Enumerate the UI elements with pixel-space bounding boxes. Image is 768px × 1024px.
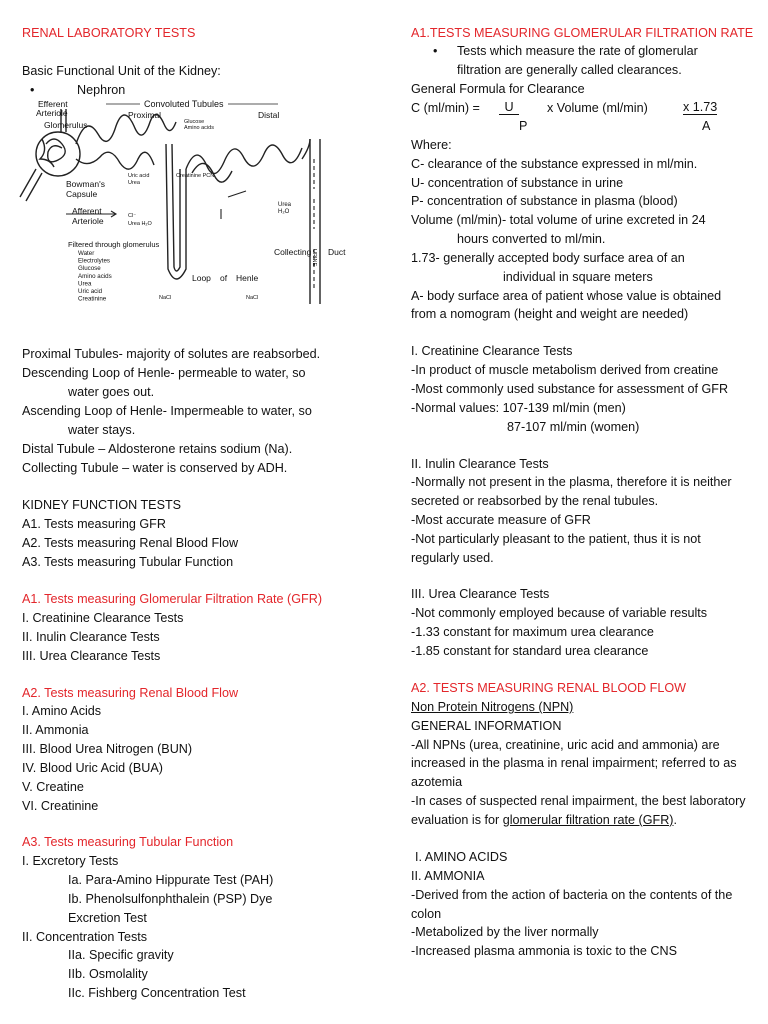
diagram-label: Capsule: [66, 189, 98, 199]
bullet-dot: •: [433, 44, 438, 58]
diagram-label: H₂O: [278, 209, 290, 215]
filtered-item-label: Amino acids: [78, 272, 112, 280]
text-line: Collecting Tubule – water is conserved by ADH.: [22, 461, 288, 475]
text-line: 1.73- generally accepted body surface area of an: [411, 251, 685, 265]
formula-volume: x Volume (ml/min): [547, 101, 648, 115]
list-item: VI. Creatinine: [22, 799, 99, 813]
diagram-label: Filtered through glomerulus: [68, 240, 160, 249]
text-line: regularly used.: [411, 551, 494, 565]
diagram-label: Duct: [328, 247, 346, 257]
text-line: -In product of muscle metabolism derived from creatine: [411, 363, 719, 377]
glomerulus-shape: [46, 139, 65, 162]
formula-denominator: A: [702, 119, 711, 133]
text-line: individual in square meters: [503, 270, 653, 284]
diagram-label: Collecting: [274, 247, 312, 257]
list-item: II. Ammonia: [22, 723, 89, 737]
text-line: colon: [411, 907, 442, 921]
formula-numerator: U: [499, 100, 519, 115]
text-line: increased in the plasma in renal impairment; referred to as: [411, 756, 737, 770]
distal-tubule-shape: [186, 145, 302, 174]
text-line: Where:: [411, 138, 452, 152]
formula-lhs: C (ml/min) =: [411, 101, 480, 115]
diagram-label: Efferent: [38, 99, 68, 109]
list-item: I. Amino Acids: [22, 704, 102, 718]
text-line: -Most accurate measure of GFR: [411, 513, 591, 527]
text-line: U- concentration of substance in urine: [411, 176, 624, 190]
diagram-label: Henle: [236, 273, 259, 283]
diagram-label: Arteriole: [36, 108, 68, 118]
text-line: -Normal values: 107-139 ml/min (men): [411, 401, 626, 415]
section-heading: A1. Tests measuring Glomerular Filtration Rate (GFR): [22, 592, 323, 606]
list-item: II. Inulin Clearance Tests: [22, 630, 160, 644]
list-item: IIa. Specific gravity: [68, 948, 174, 962]
section-heading: KIDNEY FUNCTION TESTS: [22, 498, 182, 512]
list-item: I. Excretory Tests: [22, 854, 119, 868]
text-line: -Most commonly used substance for assessment of GFR: [411, 382, 729, 396]
text-line: Distal Tubule – Aldosterone retains sodium (Na).: [22, 442, 293, 456]
list-item: A2. Tests measuring Renal Blood Flow: [22, 536, 239, 550]
list-item: Excretion Test: [68, 911, 147, 925]
diagram-label: Amino acids: [184, 125, 214, 131]
section-heading: A3. Tests measuring Tubular Function: [22, 835, 234, 849]
text-line: A- body surface area of patient whose value is obtained: [411, 289, 722, 303]
diagram-label: Cl⁻: [128, 213, 137, 219]
diagram-label: Creatinine PCN: [176, 173, 215, 179]
section-heading: A1.TESTS MEASURING GLOMERULAR FILTRATION RATE: [411, 26, 754, 40]
collecting-duct-shape: [310, 139, 320, 304]
list-item: A3. Tests measuring Tubular Function: [22, 555, 234, 569]
diagram-label: of: [220, 273, 228, 283]
text-line: Ascending Loop of Henle- Impermeable to water, so: [22, 404, 312, 418]
text-line: water stays.: [68, 423, 136, 437]
list-item: Ia. Para-Amino Hippurate Test (PAH): [68, 873, 274, 887]
text-line: azotemia: [411, 775, 463, 789]
text-line: P- concentration of substance in plasma (blood): [411, 194, 678, 208]
section-heading: II. Inulin Clearance Tests: [411, 457, 549, 471]
text-line: Descending Loop of Henle- permeable to water, so: [22, 366, 306, 380]
afferent-arteriole-shape: [20, 169, 42, 201]
list-item: III. Urea Clearance Tests: [22, 649, 161, 663]
formula-denominator: P: [519, 119, 528, 133]
diagram-label: Uric acid: [128, 173, 150, 179]
list-item: III. Blood Urea Nitrogen (BUN): [22, 742, 193, 756]
nephron-diagram: [16, 99, 356, 314]
section-heading: A2. Tests measuring Renal Blood Flow: [22, 686, 239, 700]
list-item: IIb. Osmolality: [68, 967, 148, 981]
diagram-label: Arteriole: [72, 216, 104, 226]
diagram-label: Urea H₂O: [128, 221, 152, 227]
bullet-dot: •: [30, 83, 35, 97]
gfr-underlined: glomerular filtration rate (GFR): [502, 813, 674, 827]
diagram-label: Afferent: [72, 206, 102, 216]
diagram-label: Urea: [128, 180, 140, 186]
text-line: General Formula for Clearance: [411, 82, 585, 96]
text-line: hours converted to ml/min.: [457, 232, 606, 246]
text-line: -Not particularly pleasant to the patient, thus it is not: [411, 532, 701, 546]
text-line: Tests which measure the rate of glomerular: [457, 44, 698, 58]
text-line: Volume (ml/min)- total volume of urine excreted in 24: [411, 213, 706, 227]
formula-constant: x 1.73: [683, 100, 718, 114]
diagram-label: NaCl: [246, 295, 259, 301]
filtered-item-label: Creatinine: [78, 295, 107, 303]
nephron-label: Nephron: [77, 83, 126, 97]
diagram-label: Glomerulus: [44, 120, 88, 130]
list-item: V. Creatine: [22, 780, 84, 794]
list-item: A1. Tests measuring GFR: [22, 517, 166, 531]
bowmans-capsule-shape: [36, 132, 80, 176]
diagram-label: Distal: [258, 110, 280, 120]
section-heading: III. Urea Clearance Tests: [411, 587, 550, 601]
list-item: IV. Blood Uric Acid (BUA): [22, 761, 163, 775]
text-line: [411, 812, 677, 828]
section-heading: I. Creatinine Clearance Tests: [411, 344, 573, 358]
text-line: Proximal Tubules- majority of solutes are reabsorbed.: [22, 347, 321, 361]
text-line: -Increased plasma ammonia is toxic to the CNS: [411, 944, 677, 958]
text-fragment: evaluation is for: [411, 813, 503, 827]
text-line: -1.85 constant for standard urea clearance: [411, 644, 649, 658]
text-line: -1.33 constant for maximum urea clearance: [411, 625, 654, 639]
filtered-item-label: Electrolytes: [78, 257, 110, 265]
diagram-label: Convoluted Tubules: [144, 99, 224, 109]
list-item: II. Concentration Tests: [22, 930, 148, 944]
section-heading: II. AMMONIA: [411, 869, 485, 883]
subheading: GENERAL INFORMATION: [411, 719, 562, 733]
text-line: -Not commonly employed because of variable results: [411, 606, 708, 620]
filtered-item-label: Water: [78, 250, 95, 257]
text-line: -All NPNs (urea, creatinine, uric acid and ammonia) are: [411, 738, 720, 752]
diagram-label: Urea: [278, 202, 292, 208]
text-line: C- clearance of the substance expressed in ml/min.: [411, 157, 698, 171]
text-line: filtration are generally called clearances.: [457, 63, 682, 77]
basic-unit-label: Basic Functional Unit of the Kidney:: [22, 64, 221, 78]
text-line: secreted or reabsorbed by the renal tubules.: [411, 494, 659, 508]
filtered-item-label: Glucose: [78, 265, 101, 273]
text-line: -Normally not present in the plasma, therefore it is neither: [411, 475, 732, 489]
document-title: RENAL LABORATORY TESTS: [22, 26, 196, 40]
section-heading: I. AMINO ACIDS: [415, 850, 508, 864]
diagram-label: NaCl: [159, 295, 172, 301]
text-line: -Metabolized by the liver normally: [411, 925, 599, 939]
text-line: -Derived from the action of bacteria on the contents of the: [411, 888, 733, 902]
filtered-item-label: Uric acid: [78, 288, 103, 295]
diagram-label: URINE: [311, 249, 317, 267]
list-item: IIc. Fishberg Concentration Test: [68, 986, 246, 1000]
diagram-label: Bowman's: [66, 179, 105, 189]
text-fragment: .: [673, 813, 677, 827]
loop-of-henle-shape: [166, 144, 186, 279]
text-line: from a nomogram (height and weight are needed): [411, 307, 689, 321]
subheading: Non Protein Nitrogens (NPN): [411, 700, 574, 714]
list-item: Ib. Phenolsulfonphthalein (PSP) Dye: [68, 892, 273, 906]
text-line: 87-107 ml/min (women): [507, 420, 640, 434]
filtered-item-label: Urea: [78, 280, 92, 288]
diagram-label: Proximal: [128, 110, 162, 120]
text-line: -In cases of suspected renal impairment, the best laboratory: [411, 794, 746, 808]
diagram-label: Loop: [192, 273, 211, 283]
diagram-label: Glucose: [184, 119, 205, 125]
list-item: I. Creatinine Clearance Tests: [22, 611, 184, 625]
section-heading: A2. TESTS MEASURING RENAL BLOOD FLOW: [411, 681, 687, 695]
text-line: water goes out.: [68, 385, 155, 399]
